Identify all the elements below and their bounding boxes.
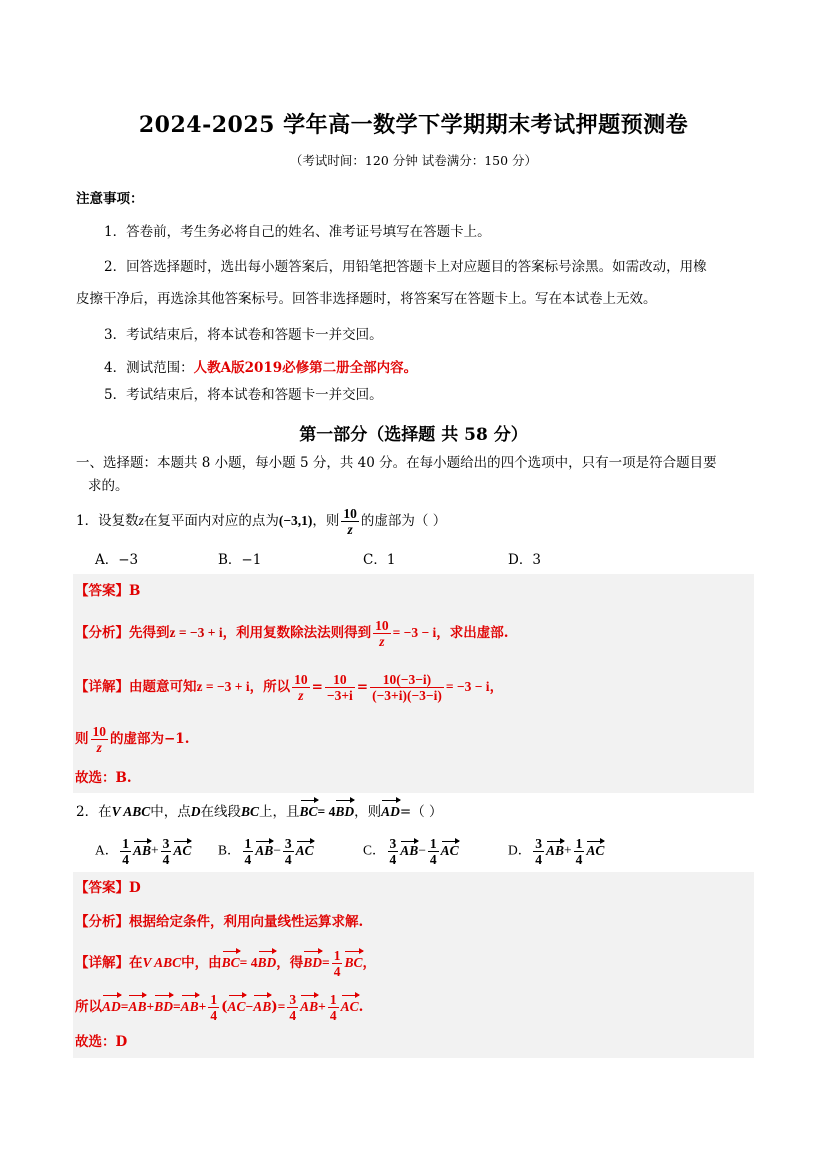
analysis-label: 【分析】 <box>75 625 129 641</box>
q1-fraction <box>341 506 359 537</box>
q2-text-4: 上，且 <box>259 804 300 820</box>
vector-ac: AC <box>440 842 459 858</box>
minus: − <box>418 842 426 858</box>
frac-num: 10 <box>92 724 106 739</box>
frac <box>287 992 298 1023</box>
analysis-text-2: ，利用复数除法法则得到 <box>222 625 372 641</box>
eq: = <box>172 999 181 1014</box>
detail-eq: z = −3 + i <box>196 679 250 694</box>
vector-bc: BC <box>344 953 362 973</box>
q1-option-d: D．3 <box>508 552 541 568</box>
detail-text-2: 中，由 <box>181 955 222 971</box>
vector-bd: BD <box>335 802 354 822</box>
detail-frac-1 <box>292 672 310 703</box>
q2-point-d: D <box>190 804 201 819</box>
detail-text-4: ， <box>362 955 376 971</box>
q1-option-b: B．−1 <box>218 552 262 568</box>
frac <box>328 992 339 1023</box>
analysis-eq: z = −3 + i <box>169 625 223 640</box>
q2-answer <box>75 878 141 898</box>
q2-text-6: =（ ） <box>399 804 443 820</box>
q1-var-z: z <box>138 513 144 528</box>
q2-choose: 故选：D <box>75 1034 128 1050</box>
so-text: 所以 <box>75 999 102 1015</box>
vector-ac: AC <box>295 842 314 858</box>
plus: + <box>564 842 572 858</box>
vector-ac: AC <box>341 997 359 1017</box>
q1-choose: 故选：B. <box>75 770 132 786</box>
q1-solution-box <box>73 574 754 793</box>
opt-label: D． <box>508 842 532 858</box>
frac-num: 1 <box>122 836 129 851</box>
vector-bc: BC <box>222 953 240 973</box>
vector-ac: AC <box>228 997 246 1017</box>
eq: = <box>120 999 129 1014</box>
q1-stem-text-2: 在复平面内对应的点为 <box>143 513 279 529</box>
frac-den: z <box>96 740 102 755</box>
frac-num: 1 <box>333 948 341 963</box>
answer-value: D <box>129 880 141 896</box>
q1-stem <box>76 506 446 537</box>
q1-stem-text-3: ，则 <box>312 513 340 529</box>
concl-frac <box>91 724 109 755</box>
frac-num: 3 <box>289 992 297 1007</box>
answer-label: 【答案】 <box>75 880 129 896</box>
frac-num: 1 <box>210 992 218 1007</box>
triangle: V ABC <box>142 955 182 970</box>
frac <box>161 836 172 867</box>
minus: − <box>245 999 254 1014</box>
q2-solution-box <box>73 872 754 1058</box>
eq: = <box>277 999 286 1014</box>
vector-ab: AB <box>255 842 274 858</box>
notice-item-5: 5．考试结束后，将本试卷和答题卡一并交回。 <box>104 387 383 403</box>
frac <box>120 836 131 867</box>
notice-item-3: 3．考试结束后，将本试卷和答题卡一并交回。 <box>104 327 383 343</box>
vector-bd: BD <box>303 953 322 973</box>
analysis-text-3: ，求出虚部. <box>436 625 509 641</box>
answer-label: 【答案】 <box>75 583 129 599</box>
section-intro-line-1: 一、选择题：本题共 8 小题，每小题 5 分，共 40 分。在每小题给出的四个选项中，只有一项是符合题目要 <box>76 455 717 471</box>
notice-heading: 注意事项： <box>76 191 144 207</box>
vector-bd: BD <box>154 997 173 1017</box>
frac-den: 4 <box>210 1008 218 1023</box>
notice-item-4-prefix: 4．测试范围： <box>104 360 194 376</box>
detail-text-3: ，得 <box>276 955 304 971</box>
frac <box>283 836 294 867</box>
detail-eq-end: = −3 − i <box>445 679 490 694</box>
frac <box>388 836 399 867</box>
test-scope: 人教A版2019必修第二册全部内容。 <box>193 360 418 376</box>
q2-derivation: 所以AD=AB+BD=AB+ $\frac{1}{4}$ (AC−AB)= $\frac{3}{4}$ AB+ $\frac{1}{4}$ AC. <box>75 992 364 1023</box>
frac-den: z <box>298 688 304 703</box>
q2-option-a <box>95 836 191 867</box>
detail-frac-2 <box>325 672 355 703</box>
frac-num: 1 <box>244 836 252 851</box>
frac-den: 4 <box>333 964 341 979</box>
q2-analysis <box>75 912 363 932</box>
analysis-label: 【分析】 <box>75 914 129 930</box>
q1-answer <box>75 581 140 601</box>
notice-item-2-line-2: 皮擦干净后，再选涂其他答案标号。回答非选择题时，将答案写在答题卡上。写在本试卷上无效。 <box>76 291 657 307</box>
page-title: 2024-2025 学年高一数学下学期期末考试押题预测卷 <box>138 112 689 138</box>
q1-stem-text-4: 的虚部为（ ） <box>360 513 447 529</box>
q2-detail <box>75 948 376 979</box>
section-heading: 第一部分（选择题 共 58 分） <box>299 425 528 445</box>
vector-ab: AB <box>253 997 271 1017</box>
notice-item-4 <box>104 358 417 378</box>
frac-num: 1 <box>575 836 583 851</box>
q1-option-c: C．1 <box>363 552 396 568</box>
frac-num: 10 <box>343 506 357 521</box>
q2-triangle: V ABC <box>111 804 151 819</box>
frac-den: 4 <box>244 852 252 867</box>
vector-ad: AD <box>102 997 121 1017</box>
detail-text-2: ，所以 <box>249 679 291 695</box>
frac <box>428 836 439 867</box>
q1-analysis <box>75 618 509 649</box>
frac <box>243 836 254 867</box>
q2-option-b <box>218 836 314 867</box>
frac-den: −3+i <box>326 688 353 703</box>
vector-ab: AB <box>181 997 199 1017</box>
vector-bc: BC <box>300 802 318 822</box>
minus: − <box>273 842 281 858</box>
q2-text-3: 在线段 <box>200 804 241 820</box>
analysis-text: 先得到 <box>129 625 170 641</box>
vector-ac: AC <box>173 842 192 858</box>
plus: + <box>198 999 207 1014</box>
frac-den: (−3+i)(−3−i) <box>372 688 442 703</box>
frac-num: 1 <box>329 992 337 1007</box>
frac-num: 10 <box>375 618 389 633</box>
vector-ab: AB <box>300 997 318 1017</box>
frac-den: 4 <box>535 852 542 867</box>
frac-num: 3 <box>284 836 292 851</box>
frac-den: 4 <box>289 1008 297 1023</box>
frac-den: 4 <box>162 852 170 867</box>
q2-text-5: ，则 <box>354 804 382 820</box>
frac-num: 10(−3−i) <box>370 672 444 688</box>
frac-num: 1 <box>429 836 437 851</box>
plus: + <box>151 842 159 858</box>
period: . <box>358 999 364 1015</box>
detail-text: 由题意可知 <box>129 679 197 695</box>
q2-text: 2．在 <box>76 804 112 820</box>
vector-ab: AB <box>400 842 419 858</box>
detail-label: 【详解】 <box>75 955 129 971</box>
exam-info: （考试时间：120 分钟 试卷满分：150 分） <box>289 153 538 168</box>
q1-point: (−3,1) <box>278 513 313 528</box>
vector-ab: AB <box>128 997 146 1017</box>
detail-text: 在 <box>129 955 143 971</box>
frac-num: 3 <box>535 836 542 851</box>
eq-4: = 4 <box>317 804 336 819</box>
notice-item-1: 1．答卷前，考生务必将自己的姓名、准考证号填写在答题卡上。 <box>104 224 491 240</box>
concl-text-2: 的虚部为−1. <box>110 731 190 747</box>
eq-4: = 4 <box>239 955 258 970</box>
notice-item-2-line-1: 2．回答选择题时，选出每小题答案后，用铅笔把答题卡上对应题目的答案标号涂黑。如需改动，用橡 <box>104 259 707 275</box>
answer-value: B <box>129 583 141 599</box>
plus: + <box>318 999 326 1014</box>
frac-den: 4 <box>284 852 292 867</box>
frac-den: 4 <box>575 852 583 867</box>
q2-option-d <box>508 836 604 867</box>
q2-option-c <box>363 836 459 867</box>
section-intro-line-2: 求的。 <box>88 478 129 494</box>
detail-label: 【详解】 <box>75 679 129 695</box>
vector-ac: AC <box>586 842 605 858</box>
frac <box>533 836 544 867</box>
opt-label: A． <box>95 842 119 858</box>
detail-text-3: ， <box>489 679 504 695</box>
frac-num: 10 <box>294 672 308 687</box>
q2-stem <box>76 802 443 822</box>
analysis-text: 根据给定条件，利用向量线性运算求解. <box>129 914 364 930</box>
frac-den: 4 <box>329 1008 337 1023</box>
q1-conclusion <box>75 724 189 755</box>
frac-num: 10 <box>325 672 355 688</box>
frac <box>574 836 585 867</box>
frac <box>332 948 343 979</box>
vector-bd: BD <box>258 953 277 973</box>
q1-detail: 【详解】由题意可知z = −3 + i，所以 $\frac{10}{z}$ = $\frac{10}{-3+i}$ = $\frac{10(-3-i)}{(-3+i)(-3-i)}$ = −3 − i， <box>75 672 504 703</box>
vector-ad: AD <box>381 802 400 822</box>
frac <box>208 992 219 1023</box>
vector-ab: AB <box>133 842 152 858</box>
q1-stem-text: 1．设复数 <box>76 513 139 529</box>
frac-num: 3 <box>389 836 397 851</box>
frac-den: z <box>347 522 353 537</box>
plus: + <box>146 999 155 1014</box>
eq: = <box>322 955 330 970</box>
frac-den: 4 <box>429 852 437 867</box>
frac-den: z <box>379 634 385 649</box>
frac-den: 4 <box>122 852 129 867</box>
frac-den: 4 <box>389 852 397 867</box>
q2-segment-bc: BC <box>241 804 260 819</box>
frac-num: 3 <box>162 836 170 851</box>
opt-label: B． <box>218 842 241 858</box>
q1-option-a: A．−3 <box>95 552 139 568</box>
analysis-frac <box>373 618 391 649</box>
concl-text: 则 <box>75 731 89 747</box>
analysis-eq-2: = −3 − i <box>392 625 437 640</box>
vector-ab: AB <box>546 842 565 858</box>
opt-label: C． <box>363 842 386 858</box>
q2-text-2: 中，点 <box>150 804 191 820</box>
detail-frac-3 <box>370 672 444 703</box>
